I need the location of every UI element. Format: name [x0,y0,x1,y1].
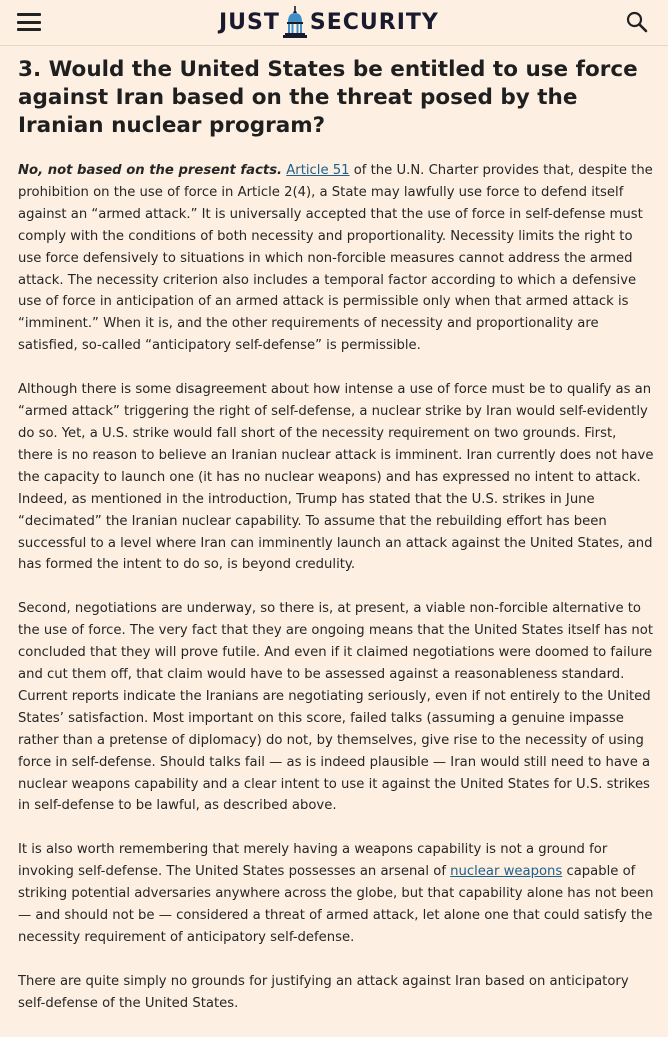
paragraph-4 [18,839,654,949]
paragraph-4-before: It is also worth remembering that merely having a weapons capability is not a ground for invoking self-defense. The United States possesses an arsenal of [18,842,608,880]
paragraph-1 [18,160,654,357]
paragraph-4-after: capable of striking potential adversaries anywhere across the globe, but that capability alone has not been — and should not be — considered a threat of armed attack, let alone one that could satisfy the necessity requirement of anticipatory self-defense. [18,864,654,945]
site-logo[interactable] [219,4,439,40]
paragraph-1-lead: No, not based on the present facts. [18,163,283,178]
section-heading: 3. Would the United States be entitled to use force against Iran based on the threat posed by the Iranian nuclear program? [18,57,638,138]
paragraph-3: Second, negotiations are underway, so there is, at present, a viable non-forcible alternative to the use of force. The very fact that they are ongoing means that the United States itself has not concluded that they will prove futile. And even if it claimed negotiations were doomed to failure and cut them off, that claim would have to be assessed against a reasonableness standard. Current reports indicate the Iranians are negotiating seriously, even if not entirely to the United States’ satisfaction. Most important on this score, failed talks (assuming a genuine impasse rather than a pretense of diplomacy) do not, by themselves, give rise to the necessity of using force in self-defense. Should talks fail — as is indeed plausible — Iran would still need to have a nuclear weapons capability and a clear intent to use it against the United States for U.S. strikes in self-defense to be lawful, as described above. [18,601,654,814]
article-51-link[interactable]: Article 51 [286,163,350,178]
paragraph-1-text: of the U.N. Charter provides that, despite the prohibition on the use of force in Article 2(4), a State may lawfully use force to defend itself against an “armed attack.” It is universally accepted that the use of force in self-defense must comply with the conditions of both necessity and proportionality. Necessity limits the right to use force defensively to situations in which non-forcible measures cannot address the armed attack. The necessity criterion also includes a temporal factor according to which a defensive use of force in anticipation of an armed attack is permissible only when that armed attack is “imminent.” When it is, and the other requirements of necessity and proportionality are satisfied, so-called “anticipatory self-defense” is permissible. [18,163,653,354]
logo-text-left: JUST [219,9,280,35]
search-icon[interactable] [626,11,648,33]
hamburger-menu-icon[interactable] [17,12,41,32]
paragraph-2: Although there is some disagreement about how intense a use of force must be to qualify as an “armed attack” triggering the right of self-defense, a nuclear strike by Iran would self-evidently do so. Yet, a U.S. strike would fall short of the necessity requirement on two grounds. First, there is no reason to believe an Iranian nuclear attack is imminent. Iran currently does not have the capacity to launch one (it has no nuclear weapons) and has expressed no intent to attack. Indeed, as mentioned in the introduction, Trump has stated that the U.S. strikes in June “decimated” the Iranian nuclear capability. To assume that the rebuilding effort has been successful to a level where Iran can imminently launch an attack against the United States, and has formed the intent to do so, is beyond credulity. [18,382,654,573]
nuclear-weapons-link[interactable]: nuclear weapons [450,864,563,880]
logo-text-right: SECURITY [309,9,439,35]
paragraph-5: There are quite simply no grounds for justifying an attack against Iran based on anticipatory self-defense of the United States. [18,973,629,1011]
article-body [18,56,654,1037]
site-header [0,0,668,46]
capitol-dome-icon [282,6,308,38]
